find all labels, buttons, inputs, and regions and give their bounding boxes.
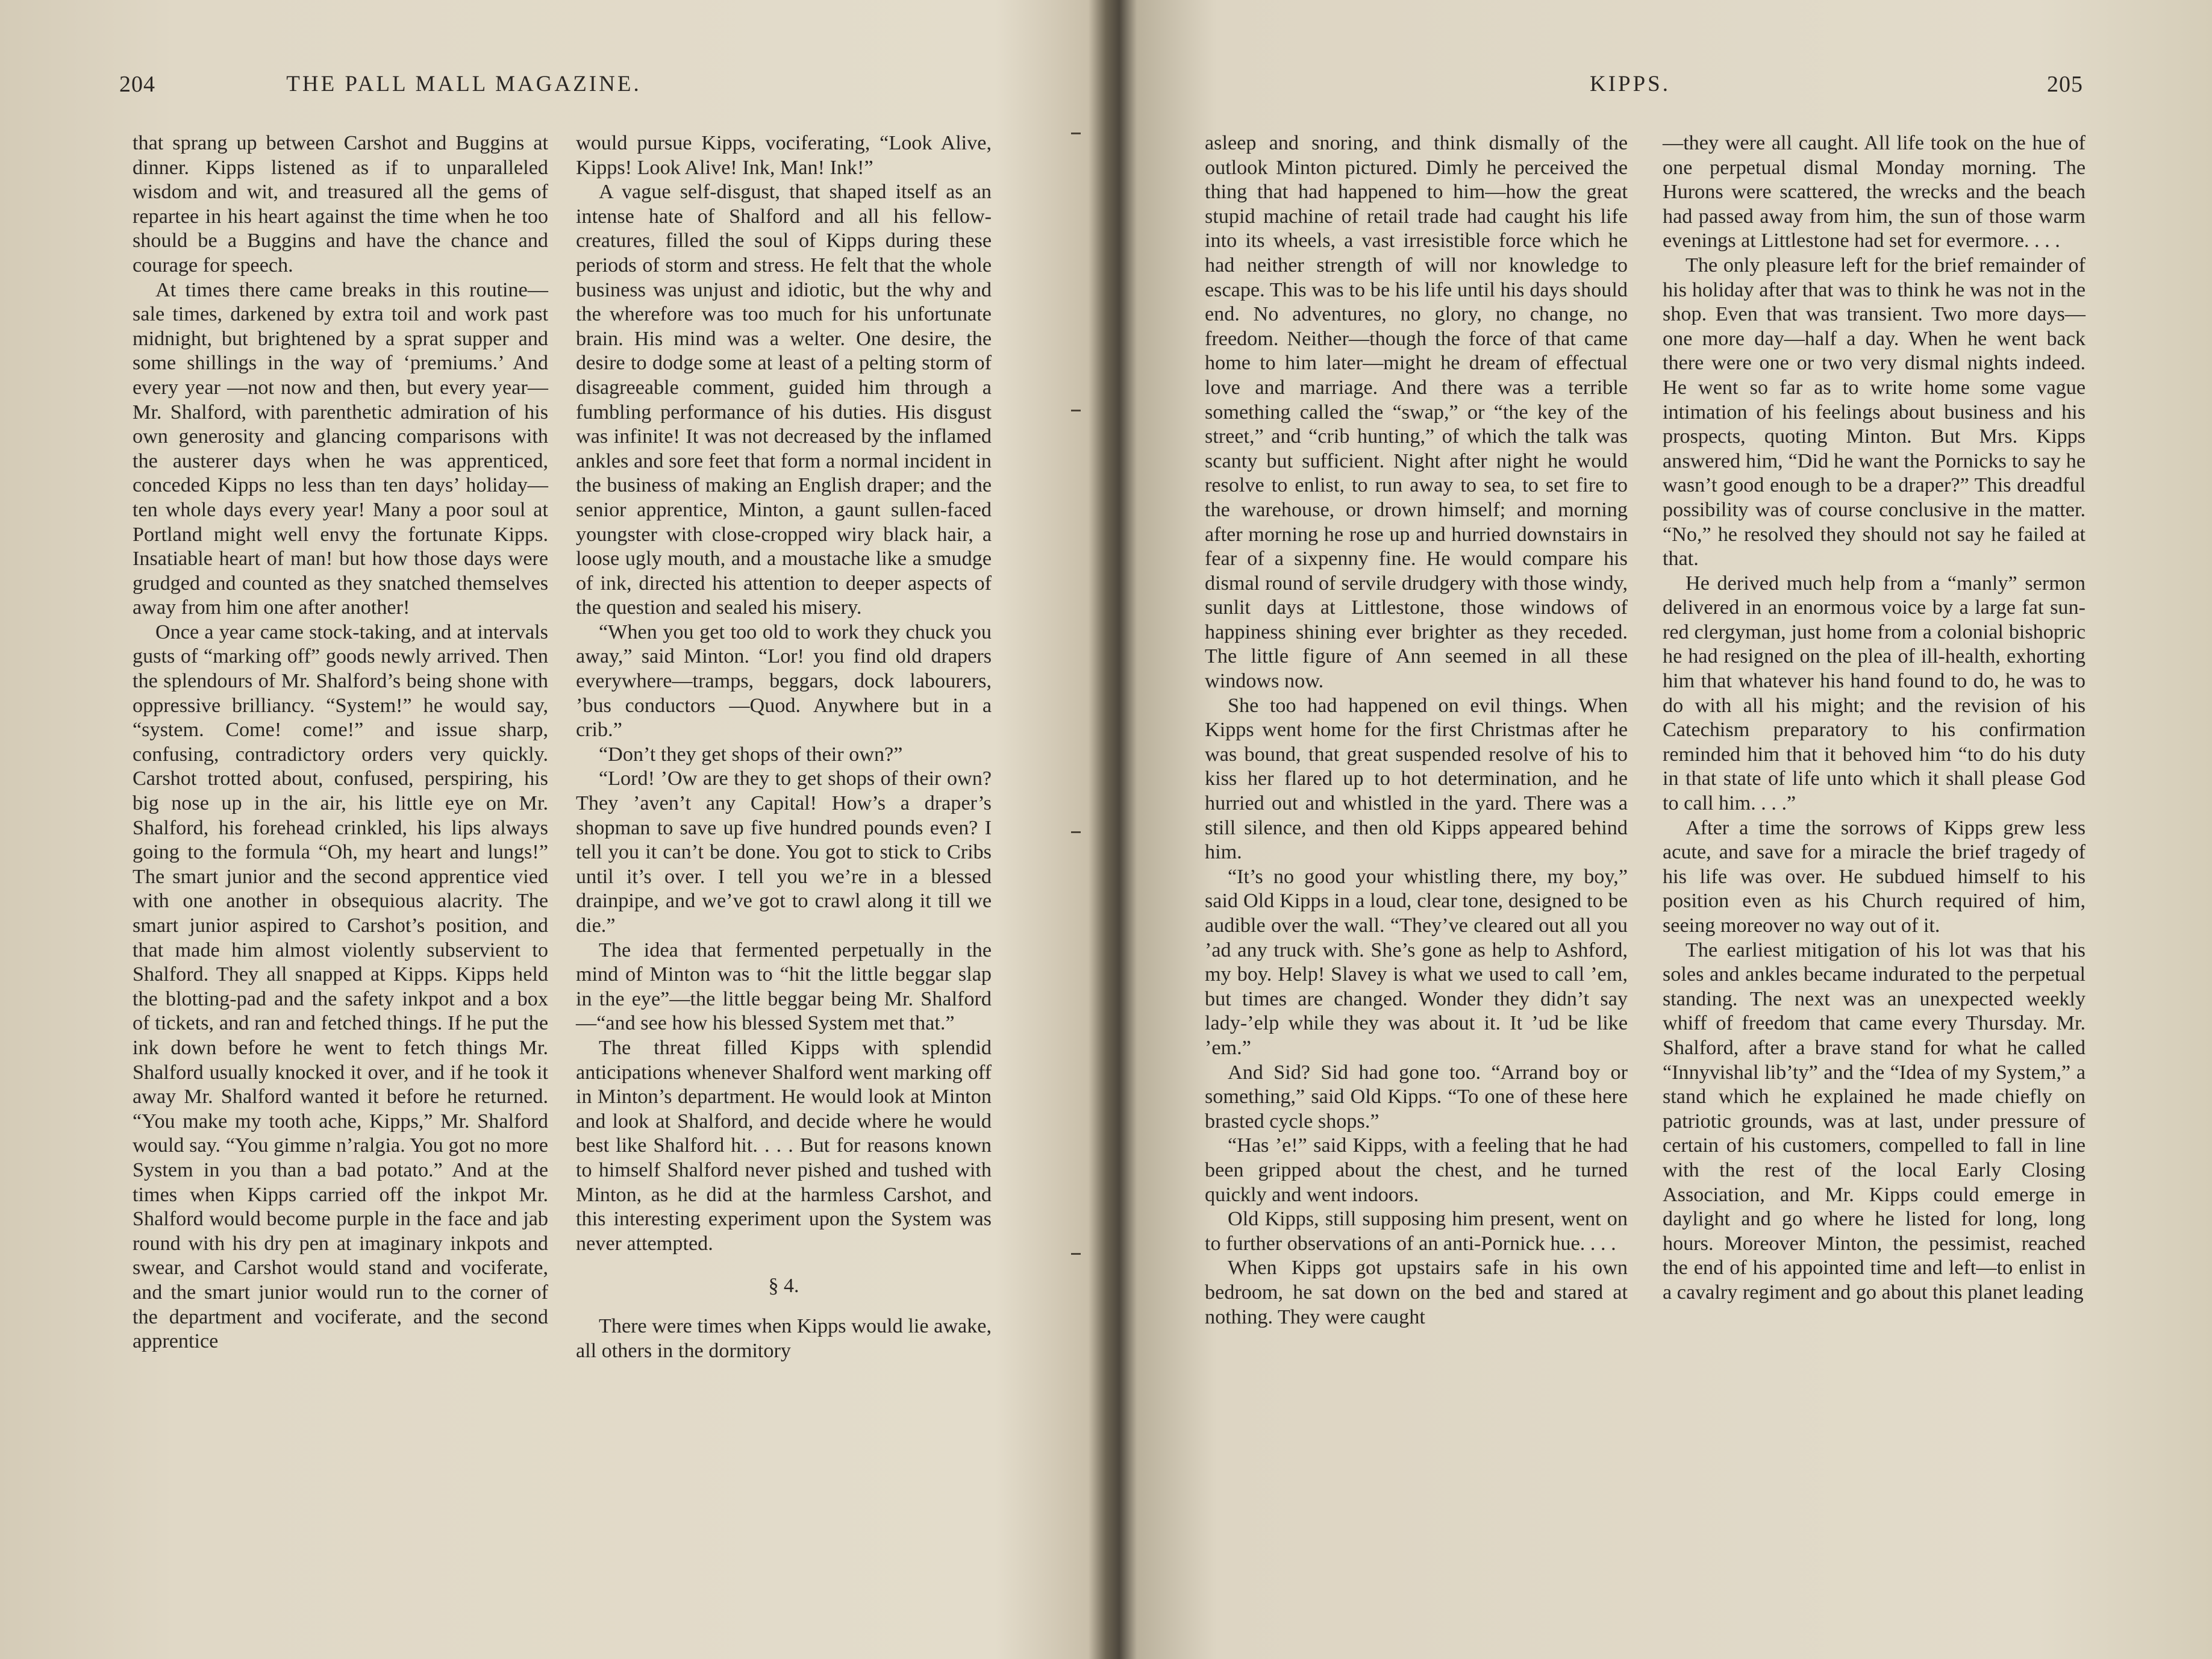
paragraph: The threat filled Kipps with splendid anticipations whenever Shalford went marking off in Minton’s department. He would look at Minton and look at Shalford, and decide where he would best like Shalford hit. . . . But for reasons known to himself Shalford never pished and tushed with Minton, as he did at the harmless Carshot, and this interesting experiment upon the System was never attempted.: [576, 1036, 992, 1255]
paragraph: asleep and snoring, and think dismally of the outlook Minton pictured. Dimly he perceived the thing that had happened to him—how the great stupid machine of retail trade had caught his life into its wheels, a vast irresistible force which he had neither strength of will nor knowledge to escape. This was to be his life until his days should end. No adventures, no glory, no change, no freedom. Neither—though the force of that came home to him later—might he dream of effectual love and marriage. And there was a terrible something called the “swap,” or “the key of the street,” and “crib hunting,” of which the talk was scanty but sufficient. Night after night he would resolve to enlist, to run away to sea, to set fire to the warehouse, or drown himself; and morning after morning he rose up and hurried downstairs in fear of a sixpenny fine. He would compare his dismal round of servile drudgery with those windy, sunlit days at Littlestone, those windows of happiness shining ever brighter as they receded. The little figure of Ann seemed in all these windows now.: [1205, 132, 1628, 693]
left-column-1: [133, 131, 548, 1354]
paragraph: Once a year came stock-taking, and at intervals gusts of “marking off” goods newly arrived. Then the splendours of Mr. Shalford’s being shone with oppressive brilliancy. “System!” he would say, “system. Come! come!” and issue sharp, confusing, contradictory orders very quickly. Carshot trotted about, confused, perspiring, his big nose up in the air, his little eye on Mr. Shalford, his forehead crinkled, his lips always going to the formula “Oh, my heart and lungs!” The smart junior and the second apprentice vied with one another in obsequious alacrity. The smart junior aspired to Carshot’s position, and that made him almost violently subservient to Shalford. They all snapped at Kipps. Kipps held the blotting-pad and the safety inkpot and a box of tickets, and ran and fetched things. If he put the ink down before he went to fetch things Mr. Shalford usually knocked it over, and if he took it away Mr. Shalford wanted it before he returned. “You make my tooth ache, Kipps,” Mr. Shalford would say. “You gimme n’ralgia. You got no more System in you than a bad potato.” And at the times when Kipps carried off the inkpot Mr. Shalford would become purple in the face and jab round with his dry pen at imaginary inkpots and swear, and Carshot would stand and vociferate, and the smart junior would run to the corner of the department and vociferate, and the second apprentice: [133, 620, 548, 1353]
paragraph: “Don’t they get shops of their own?”: [599, 743, 903, 766]
binding-tick: [1071, 1253, 1081, 1255]
binding-tick: [1071, 133, 1081, 134]
right-column-1: [1205, 131, 1628, 1329]
paragraph: And Sid? Sid had gone too. “Arrand boy or something,” said Old Kipps. “To one of these here brasted cycle shops.”: [1205, 1061, 1628, 1133]
paragraph: Old Kipps, still supposing him present, went on to further observations of an anti-Pornick hue. . . .: [1205, 1208, 1628, 1255]
paragraph: After a time the sorrows of Kipps grew less acute, and save for a miracle the brief tragedy of his life was over. He subdued himself to his position even as his Church required of him, seeing moreover no way out of it.: [1663, 816, 2085, 937]
binding-tick: [1071, 410, 1081, 411]
paragraph: A vague self-disgust, that shaped itself as an intense hate of Shalford and all his fellow-creatures, filled the soul of Kipps during these periods of storm and stress. He felt that the whole business was unjust and idiotic, but the why and the wherefore was too much for his unfortunate brain. His mind was a welter. One desire, the desire to dodge some at least of a pelting storm of disagreeable comment, guided him through a fumbling performance of his duties. His disgust was infinite! It was not decreased by the inflamed ankles and sore feet that form a normal incident in the business of making an English draper; and the senior apprentice, Minton, a gaunt sullen-faced youngster with close-cropped wiry black hair, a loose ugly mouth, and a moustache like a smudge of ink, directed his attention to deeper aspects of the question and sealed his misery.: [576, 181, 992, 619]
paragraph: “Lord! ’Ow are they to get shops of their own? They ’aven’t any Capital! How’s a draper’s shopman to save up five hundred pounds even? I tell you it can’t be done. You got to stick to Cribs until it’s over. I tell you we’re in a blessed drainpipe, and we’ve got to crawl along it till we die.”: [576, 767, 992, 937]
right-page: [1120, 0, 2212, 1659]
left-running-head: [0, 71, 1084, 107]
paragraph: The earliest mitigation of his lot was that his soles and ankles became indurated to the perpetual standing. The next was an unexpected weekly whiff of freedom that came every Thursday. Mr. Shalford, after a brave stand for what he called “Innyvishal lib’ty” and the “Idea of my System,” a stand which he explained he made chiefly on patriotic grounds, was at last, under pressure of certain of his customers, compelled to fall in line with the rest of the local Early Closing Association, and Mr. Kipps could emerge in daylight and go where he listed for long, long hours. Moreover Minton, the pessimist, reached the end of his appointed time and left—to enlist in a cavalry regiment and go about this planet leading: [1663, 939, 2085, 1304]
paragraph: —they were all caught. All life took on the hue of one perpetual dismal Monday morning. The Hurons were scattered, the wrecks and the beach had passed away from him, the sun of those warm evenings at Littlestone had set for evermore. . . .: [1663, 132, 2085, 252]
paragraph: “It’s no good your whistling there, my boy,” said Old Kipps in a loud, clear tone, designed to be audible over the wall. “They’ve cleared out all you ’ad any truck with. She’s gone as help to Ashford, my boy. Help! Slavey is what we used to call ’em, but times are changed. Wonder they didn’t say lady-’elp while they was about it. It ’ud be like ’em.”: [1205, 865, 1628, 1059]
left-column-2: [576, 131, 992, 1363]
right-running-title: KIPPS.: [1589, 72, 1671, 96]
paragraph: The only pleasure left for the brief remainder of his holiday after that was to think he was not in the shop. Even that was transient. Two more days—one more day—half a day. When he went back there were one or two very dismal nights indeed. He went so far as to write home some vague intimation of his feelings about business and his prospects, quoting Minton. But Mrs. Kipps answered him, “Did he want the Pornicks to say he wasn’t good enough to be a draper?” This dreadful possibility was of course conclusive in the matter. “No,” he resolved they should not say he failed at that.: [1663, 254, 2085, 570]
section-heading: § 4.: [768, 1275, 799, 1298]
gutter-binding-marks: [1071, 0, 1089, 1659]
paragraph: that sprang up between Carshot and Buggins at dinner. Kipps listened as if to unparalleled wisdom and wit, and treasured all the gems of repartee in his heart against the time when he too should be a Buggins and have the chance and courage for speech.: [133, 132, 548, 276]
right-running-head: [1120, 71, 2212, 107]
binding-tick: [1071, 831, 1081, 833]
paragraph: At times there came breaks in this routine—sale times, darkened by extra toil and work past midnight, but brightened by a sprat supper and some shillings in the way of ‘premiums.’ And every year —not now and then, but every year—Mr. Shalford, with parenthetic admiration of his own generosity and glancing comparisons with the austerer days when he was apprenticed, conceded Kipps no less than ten days’ holiday—ten whole days every year! Many a poor soul at Portland might well envy the fortunate Kipps. Insatiable heart of man! but how those days were grudged and counted as they snatched themselves away from him one after another!: [133, 278, 548, 619]
paragraph: There were times when Kipps would lie awake, all others in the dormitory: [576, 1314, 992, 1362]
right-column-2: [1663, 131, 2085, 1305]
paragraph: He derived much help from a “manly” sermon delivered in an enormous voice by a large fat sun-red clergyman, just home from a colonial bishopric he had resigned on the plea of ill-health, exhorting him that whatever his hand found to do, he was to do with all his might; and the revision of his Catechism preparatory to his confirmation reminded him that it behoved him “to do his duty in that state of life unto which it shall please God to call him. . . .”: [1663, 572, 2085, 815]
left-running-title: THE PALL MALL MAGAZINE.: [286, 72, 642, 96]
right-folio: 205: [2047, 72, 2083, 97]
left-page: [0, 0, 1084, 1659]
paragraph: When Kipps got upstairs safe in his own bedroom, he sat down on the bed and stared at nothing. They were caught: [1205, 1257, 1628, 1328]
paragraph: The idea that fermented perpetually in the mind of Minton was to “hit the little beggar slap in the eye”—the little beggar being Mr. Shalford—“and see how his blessed System met that.”: [576, 939, 992, 1035]
paragraph: would pursue Kipps, vociferating, “Look Alive, Kipps! Look Alive! Ink, Man! Ink!”: [576, 132, 992, 179]
paragraph: “Has ’e!” said Kipps, with a feeling that he had been gripped about the chest, and he turned quickly and went indoors.: [1205, 1134, 1628, 1206]
left-folio: 204: [119, 72, 155, 97]
paragraph: She too had happened on evil things. When Kipps went home for the first Christmas after he was bound, that great suspended resolve of his to kiss her flared up to hot determination, and he hurried out and whistled in the yard. There was a still silence, and then old Kipps appeared behind him.: [1205, 694, 1628, 864]
paragraph: “When you get too old to work they chuck you away,” said Minton. “Lor! you find old drapers everywhere—tramps, beggars, dock labourers, ’bus conductors —Quod. Anywhere but in a crib.”: [576, 620, 992, 742]
